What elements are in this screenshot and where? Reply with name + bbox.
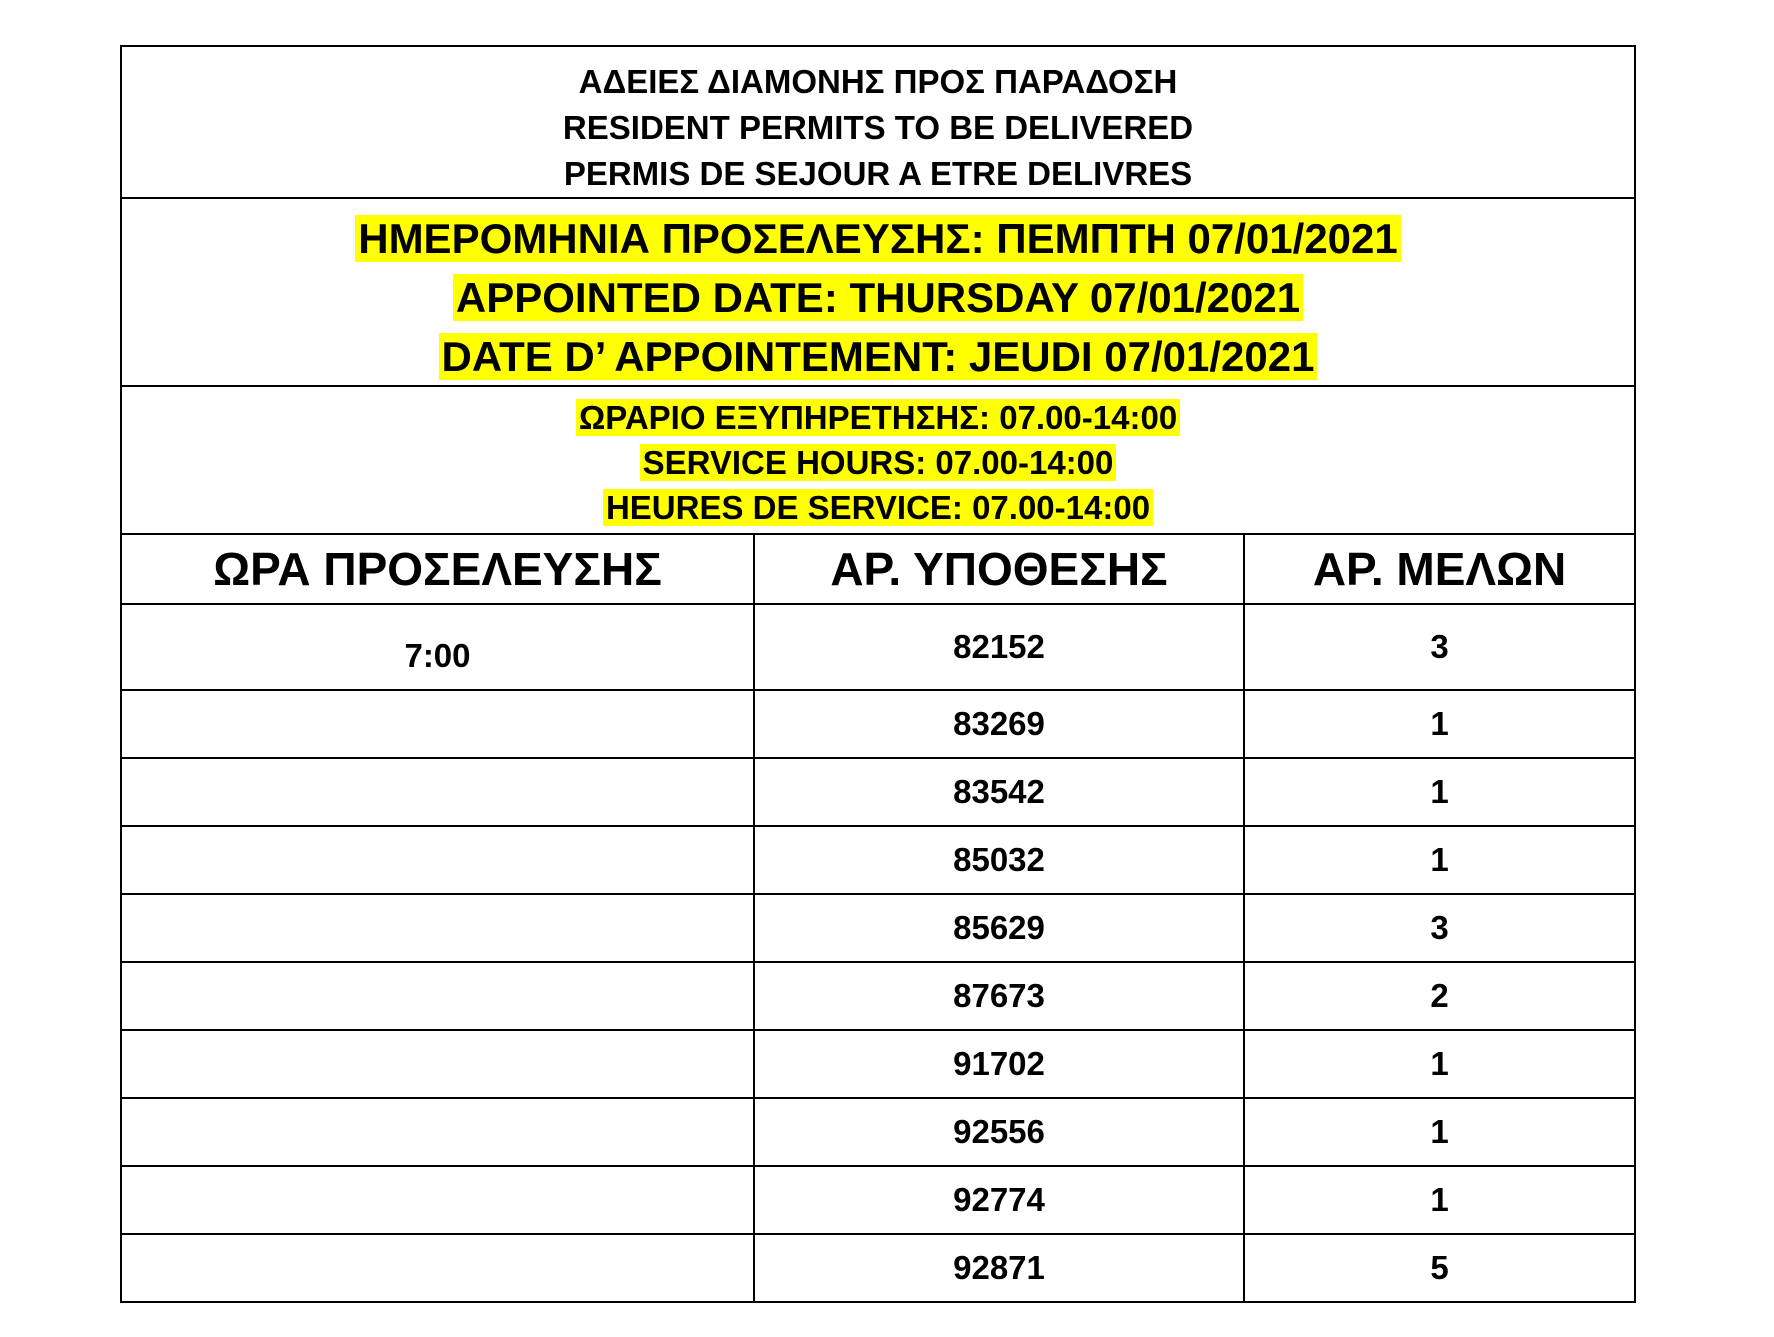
member-count-cell: 3 <box>1244 894 1634 962</box>
arrival-time-cell: 7:00 <box>122 604 754 690</box>
date-english: APPOINTED DATE: THURSDAY 07/01/2021 <box>453 274 1303 321</box>
title-french: PERMIS DE SEJOUR A ETRE DELIVRES <box>563 155 1193 192</box>
appointment-date-block <box>122 199 1634 387</box>
document-title-block <box>122 47 1634 199</box>
service-hours-block <box>122 387 1634 535</box>
member-count-cell: 1 <box>1244 1166 1634 1234</box>
arrival-time-cell <box>122 894 754 962</box>
title-greek: ΑΔΕΙΕΣ ΔΙΑΜΟΝΗΣ ΠΡΟΣ ΠΑΡΑΔΟΣΗ <box>578 63 1178 100</box>
table-row <box>122 894 1634 962</box>
table-row <box>122 1234 1634 1301</box>
date-french: DATE D’ APPOINTEMENT: JEUDI 07/01/2021 <box>439 333 1318 380</box>
member-count-cell: 3 <box>1244 604 1634 690</box>
arrival-time-cell <box>122 758 754 826</box>
arrival-time-cell <box>122 1030 754 1098</box>
column-header-case-number: ΑΡ. ΥΠΟΘΕΣΗΣ <box>754 535 1244 604</box>
column-header-arrival-time: ΩΡΑ ΠΡΟΣΕΛΕΥΣΗΣ <box>122 535 754 604</box>
member-count-cell: 1 <box>1244 826 1634 894</box>
member-count-cell: 1 <box>1244 758 1634 826</box>
case-number-cell: 91702 <box>754 1030 1244 1098</box>
date-greek: ΗΜΕΡΟΜΗΝΙΑ ΠΡΟΣΕΛΕΥΣΗΣ: ΠΕΜΠΤΗ 07/01/2021 <box>355 215 1401 262</box>
column-header-member-count: ΑΡ. ΜΕΛΩΝ <box>1244 535 1634 604</box>
case-number-cell: 92556 <box>754 1098 1244 1166</box>
permits-table <box>122 535 1634 1301</box>
title-english: RESIDENT PERMITS TO BE DELIVERED <box>562 109 1194 146</box>
table-row <box>122 604 1634 690</box>
case-number-cell: 83269 <box>754 690 1244 758</box>
case-number-cell: 82152 <box>754 604 1244 690</box>
permits-sheet <box>120 45 1636 1303</box>
member-count-cell: 1 <box>1244 1030 1634 1098</box>
case-number-cell: 83542 <box>754 758 1244 826</box>
table-row <box>122 826 1634 894</box>
case-number-cell: 85629 <box>754 894 1244 962</box>
hours-english: SERVICE HOURS: 07.00-14:00 <box>640 444 1117 481</box>
arrival-time-cell <box>122 1098 754 1166</box>
arrival-time-cell <box>122 690 754 758</box>
arrival-time-cell <box>122 962 754 1030</box>
table-row <box>122 962 1634 1030</box>
hours-french: HEURES DE SERVICE: 07.00-14:00 <box>603 489 1153 526</box>
table-row <box>122 1098 1634 1166</box>
member-count-cell: 2 <box>1244 962 1634 1030</box>
arrival-time-cell <box>122 1234 754 1301</box>
member-count-cell: 1 <box>1244 690 1634 758</box>
case-number-cell: 92774 <box>754 1166 1244 1234</box>
case-number-cell: 85032 <box>754 826 1244 894</box>
member-count-cell: 1 <box>1244 1098 1634 1166</box>
table-row <box>122 1030 1634 1098</box>
case-number-cell: 87673 <box>754 962 1244 1030</box>
hours-greek: ΩΡΑΡΙΟ ΕΞΥΠΗΡΕΤΗΣΗΣ: 07.00-14:00 <box>576 399 1180 436</box>
member-count-cell: 5 <box>1430 1249 1449 1286</box>
table-row <box>122 690 1634 758</box>
case-number-cell: 92871 <box>754 1234 1244 1301</box>
table-header-row <box>122 535 1634 604</box>
table-row <box>122 758 1634 826</box>
arrival-time-cell <box>122 1166 754 1234</box>
arrival-time-cell <box>122 826 754 894</box>
table-row <box>122 1166 1634 1234</box>
